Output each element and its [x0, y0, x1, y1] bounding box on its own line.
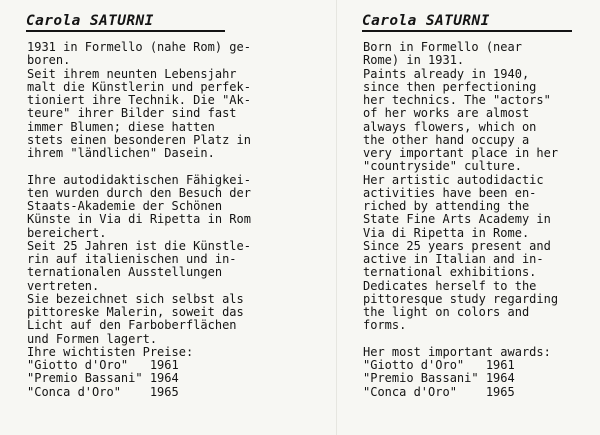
text-line: Her artistic autodidactic — [363, 172, 544, 187]
text-line: very important place in her — [363, 146, 559, 160]
text-line: teure" ihrer Bilder sind fast — [27, 106, 237, 121]
text-line: active in Italian and in- — [363, 252, 544, 266]
text-line: ten wurden durch den Besuch der — [27, 185, 251, 200]
award-item: "Conca d'Oro" 1965 — [27, 384, 179, 399]
blank-line — [27, 160, 251, 173]
awards-heading: Ihre wichtisten Preise: — [27, 344, 194, 359]
text-line: Paints already in 1940, — [363, 66, 530, 81]
english-title: Carola SATURNI — [362, 13, 490, 29]
english-body — [363, 41, 558, 399]
blank-line — [363, 333, 558, 346]
text-line: stets einen besonderen Platz in — [27, 132, 251, 147]
text-line: Licht auf den Farboberflächen — [27, 318, 237, 333]
text-line: und Formen lagert. — [27, 331, 158, 346]
text-line: boren. — [27, 53, 71, 68]
text-line: the light on colors and — [363, 305, 530, 319]
text-line: rin auf italienischen und in- — [27, 252, 237, 266]
text-line: Staats-Akademie der Schönen — [27, 199, 223, 213]
german-title: Carola SATURNI — [26, 13, 154, 29]
text-line: ihrem "ländlichen" Dasein. — [27, 146, 215, 160]
text-line: forms. — [363, 318, 407, 333]
award-item: "Premio Bassani" 1964 — [363, 371, 515, 386]
award-item: "Conca d'Oro" 1965 — [363, 384, 515, 399]
text-line: Künste in Via di Ripetta in Rom — [27, 212, 251, 227]
text-line: vertreten. — [27, 278, 100, 293]
text-line: State Fine Arts Academy in — [363, 212, 551, 227]
text-line: "countryside" culture. — [363, 159, 522, 174]
text-line: her technics. The "actors" — [363, 93, 551, 107]
text-line: bereichert. — [27, 225, 107, 240]
text-line: Rome) in 1931. — [363, 53, 465, 68]
english-title-underline — [362, 30, 572, 32]
text-line: immer Blumen; diese hatten — [27, 119, 215, 134]
text-line: Dedicates herself to the — [363, 278, 537, 293]
award-item: "Giotto d'Oro" 1961 — [363, 358, 515, 372]
text-line: ternationalen Ausstellungen — [27, 265, 223, 280]
text-line: riched by attending the — [363, 199, 530, 213]
text-line: Seit ihrem neunten Lebensjahr — [27, 66, 237, 81]
text-line: always flowers, which on — [363, 119, 537, 134]
text-line: of her works are almost — [363, 106, 530, 121]
text-line: since then perfectioning — [363, 79, 537, 94]
award-item: "Giotto d'Oro" 1961 — [27, 358, 179, 372]
text-line: Via di Ripetta in Rome. — [363, 225, 530, 240]
award-item: "Premio Bassani" 1964 — [27, 371, 179, 386]
text-line: tioniert ihre Technik. Die "Ak- — [27, 93, 251, 107]
german-title-underline — [26, 30, 225, 32]
text-line: activities have been en- — [363, 185, 537, 200]
awards-heading: Her most important awards: — [363, 344, 551, 359]
text-line: pittoreske Malerin, soweit das — [27, 305, 244, 319]
text-line: pittoresque study regarding — [363, 291, 559, 306]
text-line: Sie bezeichnet sich selbst als — [27, 291, 244, 306]
text-line: Born in Formello (near — [363, 40, 522, 54]
page-fold — [336, 0, 337, 435]
text-line: Seit 25 Jahren ist die Künstle- — [27, 238, 251, 253]
text-line: the other hand occupy a — [363, 132, 530, 147]
german-body — [27, 41, 251, 399]
text-line: malt die Künstlerin und perfek- — [27, 79, 251, 94]
text-line: Since 25 years present and — [363, 238, 551, 253]
text-line: 1931 in Formello (nahe Rom) ge- — [27, 40, 251, 54]
text-line: Ihre autodidaktischen Fähigkei- — [27, 172, 251, 187]
text-line: ternational exhibitions. — [363, 265, 537, 280]
